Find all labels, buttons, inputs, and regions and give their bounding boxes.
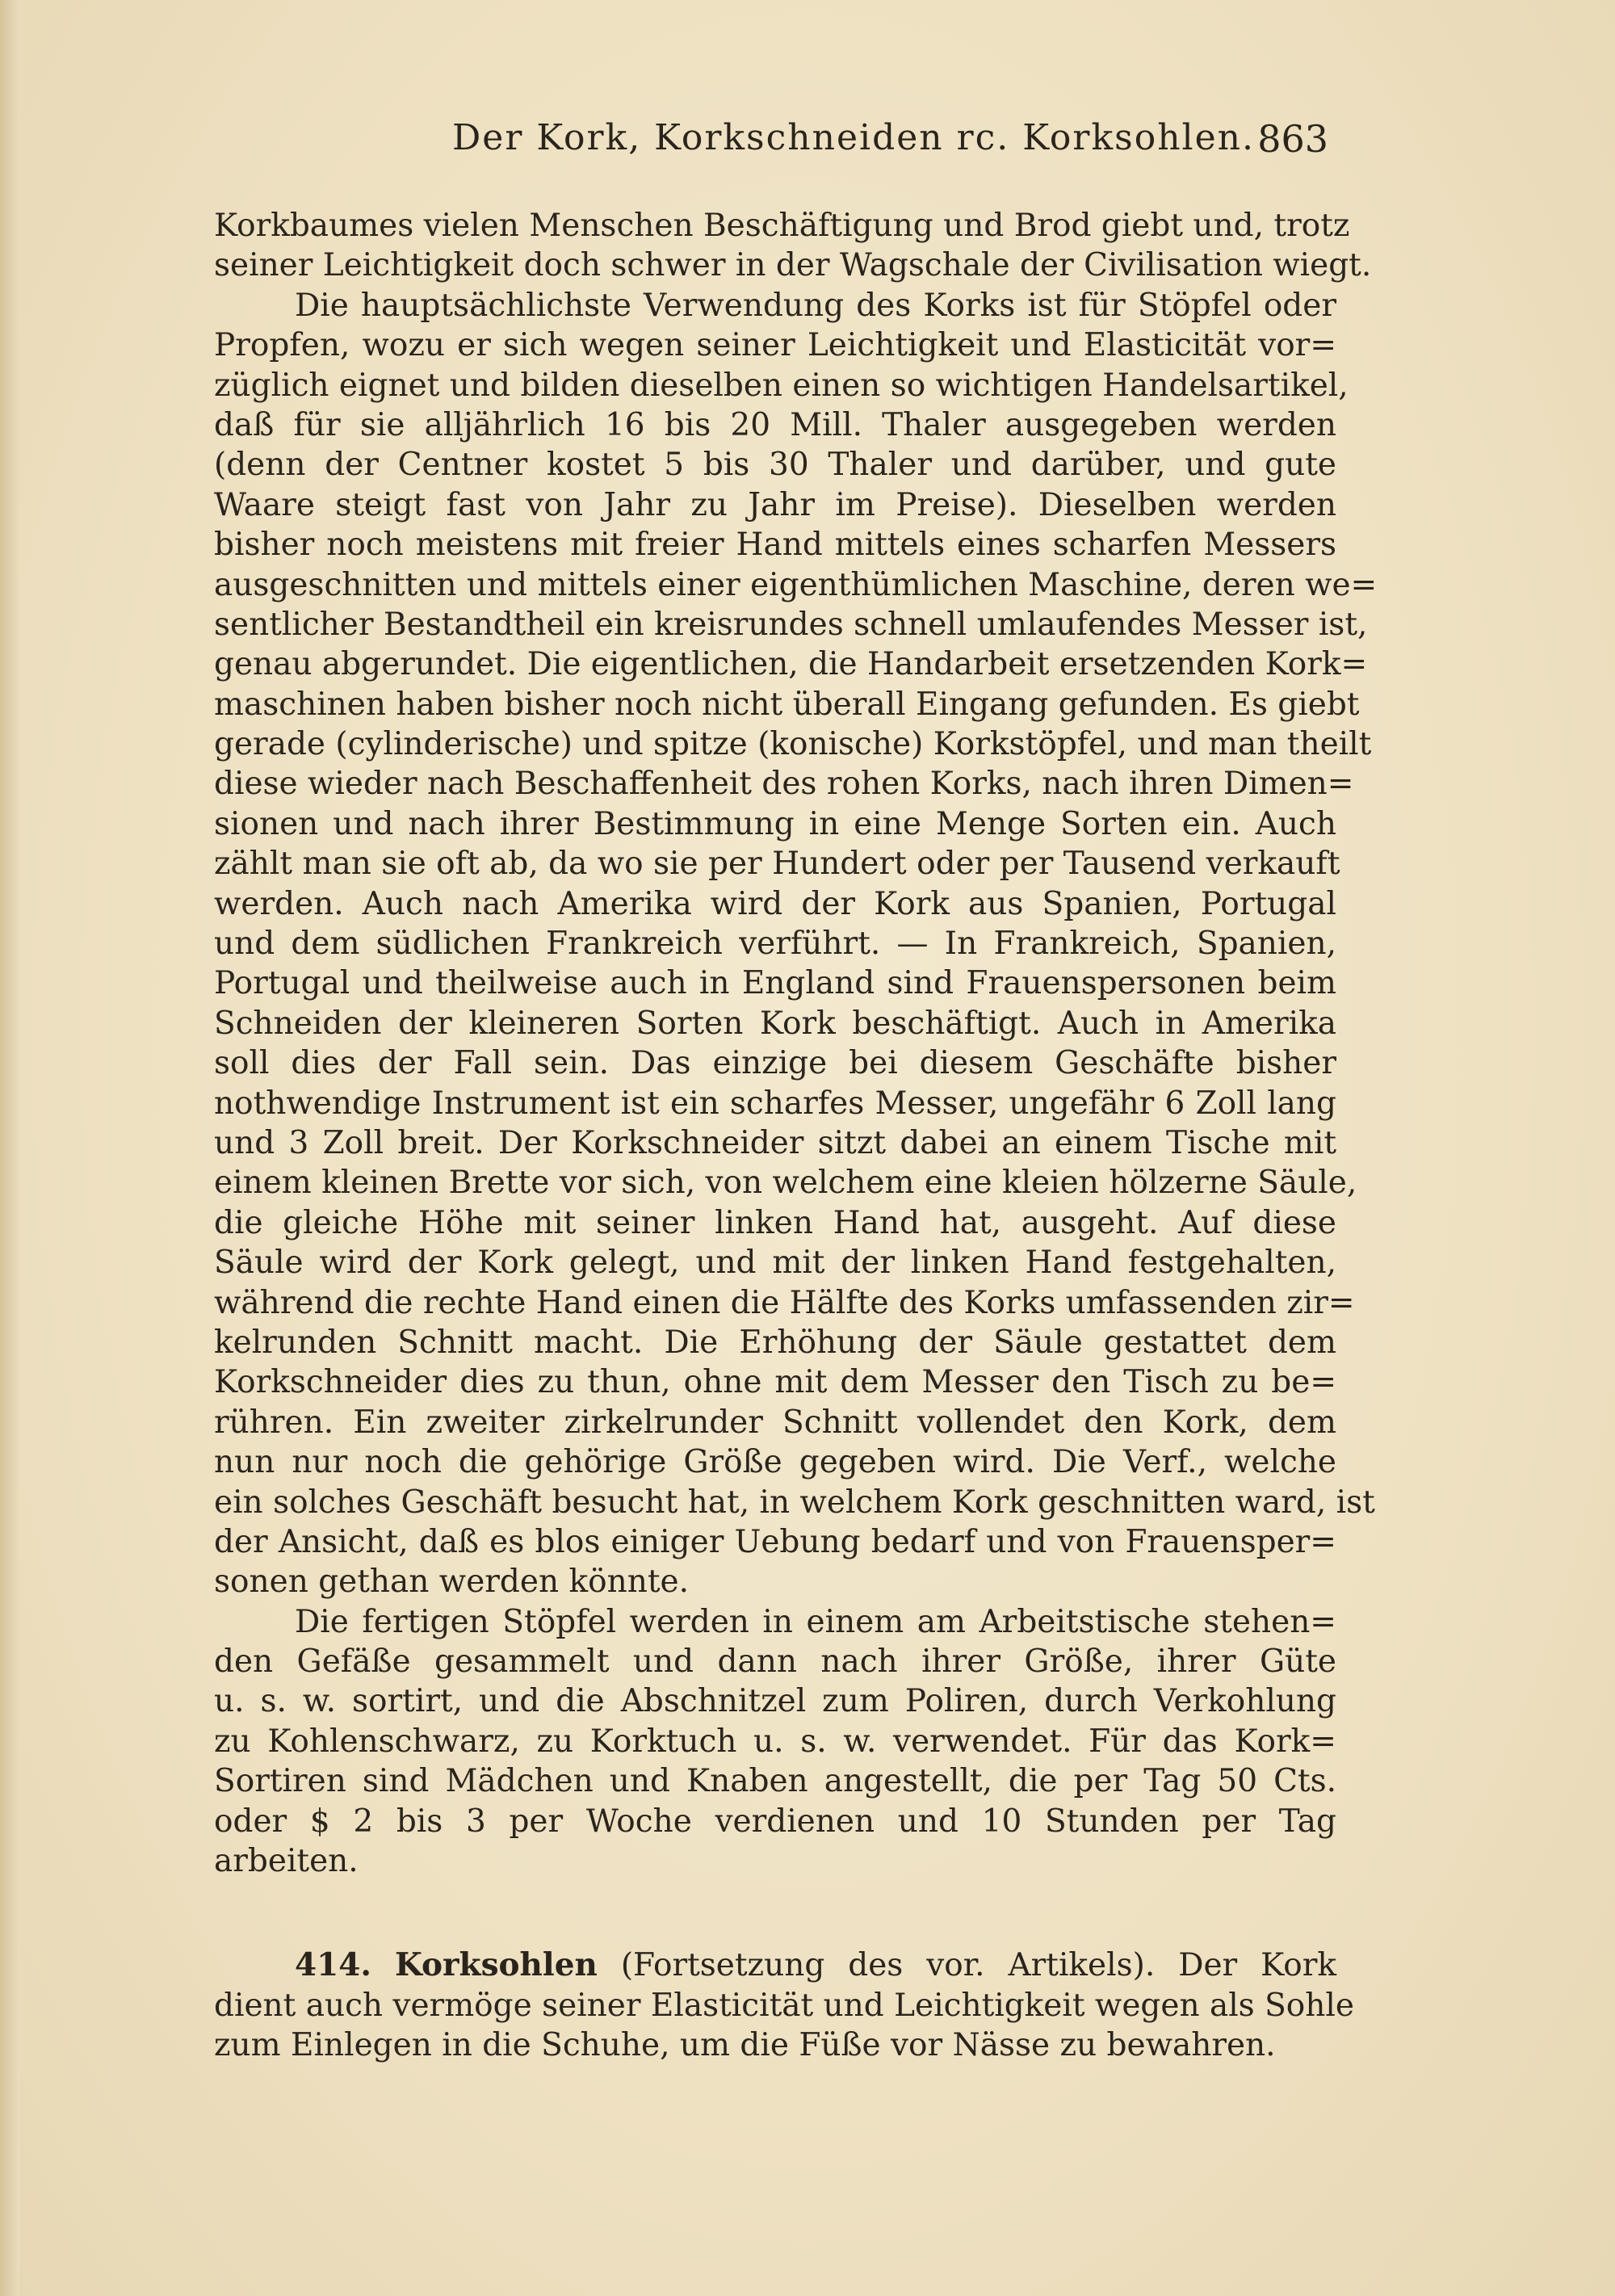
text-line: (denn der Centner kostet 5 bis 30 Thaler und darüber, und gute	[214, 447, 1336, 484]
text-line: und 3 Zoll breit. Der Korkschneider sitzt dabei an einem Tische mit	[214, 1124, 1336, 1161]
text-line: zu Kohlenschwarz, zu Korktuch u. s. w. verwendet. Für das Kork=	[214, 1723, 1336, 1760]
paragraph-sorting	[214, 1602, 1336, 1882]
section-title: Korksohlen	[394, 1946, 598, 1984]
section-first-line-text: (Fortsetzung des vor. Artikels). Der Kork	[620, 1947, 1336, 1984]
text-line: bisher noch meistens mit freier Hand mittels eines scharfen Messers	[214, 527, 1336, 564]
text-line: sonen gethan werden könnte.	[214, 1564, 689, 1601]
text-line: rühren. Ein zweiter zirkelrunder Schnitt vollendet den Kork, dem	[214, 1404, 1336, 1441]
section-gap	[214, 1881, 1336, 1946]
text-line: u. s. w. sortirt, und die Abschnitzel zum Poliren, durch Verkohlung	[214, 1683, 1336, 1720]
text-line: Sortiren sind Mädchen und Knaben angestellt, die per Tag 50 Cts.	[214, 1763, 1336, 1800]
text-line: zählt man sie oft ab, da wo sie per Hundert oder per Tausend verkauft	[214, 846, 1340, 883]
paragraph-usage	[214, 286, 1378, 1602]
text-line: Die hauptsächlichste Verwendung des Korks ist für Stöpfel oder	[295, 287, 1336, 324]
section-number: 414.	[295, 1946, 371, 1984]
text-line: arbeiten.	[214, 1843, 359, 1880]
text-line: und dem südlichen Frankreich verführt. — In Frankreich, Spanien,	[214, 926, 1336, 963]
text-line: kelrunden Schnitt macht. Die Erhöhung der Säule gestattet dem	[214, 1324, 1336, 1361]
text-line: nothwendige Instrument ist ein scharfes Messer, ungefähr 6 Zoll lang	[214, 1085, 1336, 1122]
text-line: werden. Auch nach Amerika wird der Kork aus Spanien, Portugal	[214, 885, 1336, 922]
text-line: ausgeschnitten und mittels einer eigenthümlichen Maschine, deren we=	[214, 566, 1378, 603]
body-text	[214, 206, 1378, 2066]
section-heading-line	[214, 1946, 1336, 1985]
text-line: Die fertigen Stöpfel werden in einem am Arbeitstische stehen=	[295, 1603, 1336, 1640]
text-line: während die rechte Hand einen die Hälfte des Korks umfassenden zir=	[214, 1284, 1355, 1321]
text-line: den Gefäße gesammelt und dann nach ihrer Größe, ihrer Güte	[214, 1643, 1336, 1681]
paragraph-continuation	[214, 206, 1372, 286]
text-line: maschinen haben bisher noch nicht überall Eingang gefunden. Es giebt	[214, 686, 1360, 723]
text-line: sentlicher Bestandtheil ein kreisrundes schnell umlaufendes Messer ist,	[214, 606, 1368, 643]
text-line: zum Einlegen in die Schuhe, um die Füße vor Nässe zu bewahren.	[214, 2027, 1276, 2064]
text-line: soll dies der Fall sein. Das einzige bei diesem Geschäfte bisher	[214, 1045, 1336, 1082]
text-line: die gleiche Höhe mit seiner linken Hand hat, ausgeht. Auf diese	[214, 1204, 1336, 1241]
text-line: gerade (cylinderische) und spitze (konische) Korkstöpfel, und man theilt	[214, 726, 1372, 763]
text-line: züglich eignet und bilden dieselben einen so wichtigen Handelsartikel,	[214, 367, 1349, 404]
text-line: Schneiden der kleineren Sorten Kork beschäftigt. Auch in Amerika	[214, 1005, 1336, 1042]
text-line: oder $ 2 bis 3 per Woche verdienen und 10 Stunden per Tag	[214, 1803, 1336, 1840]
section-414	[214, 1946, 1354, 2065]
text-line: Säule wird der Kork gelegt, und mit der linken Hand festgehalten,	[214, 1245, 1336, 1282]
text-line: nun nur noch die gehörige Größe gegeben wird. Die Verf., welche	[214, 1444, 1336, 1481]
text-line: der Ansicht, daß es blos einiger Uebung bedarf und von Frauensper=	[214, 1523, 1336, 1560]
text-line: seiner Leichtigkeit doch schwer in der Wagschale der Civilisation wiegt.	[214, 247, 1372, 284]
text-line: Korkbaumes vielen Menschen Beschäftigung und Brod giebt und, trotz	[214, 208, 1350, 244]
text-line: Korkschneider dies zu thun, ohne mit dem Messer den Tisch zu be=	[214, 1364, 1336, 1401]
text-line: Portugal und theilweise auch in England sind Frauenspersonen beim	[214, 965, 1336, 1002]
text-line: Propfen, wozu er sich wegen seiner Leichtigkeit und Elasticität vor=	[214, 327, 1336, 364]
text-line: dient auch vermöge seiner Elasticität und Leichtigkeit wegen als Sohle	[214, 1987, 1354, 2024]
text-line: sionen und nach ihrer Bestimmung in eine Menge Sorten ein. Auch	[214, 805, 1336, 842]
page-number: 863	[1257, 117, 1328, 161]
text-line: daß für sie alljährlich 16 bis 20 Mill. Thaler ausgegeben werden	[214, 406, 1336, 443]
page-spine-shadow	[0, 0, 19, 2296]
text-line: Waare steigt fast von Jahr zu Jahr im Preise). Dieselben werden	[214, 486, 1336, 523]
text-line: genau abgerundet. Die eigentlichen, die Handarbeit ersetzenden Kork=	[214, 646, 1368, 683]
text-line: ein solches Geschäft besucht hat, in welchem Kork geschnitten ward, ist	[214, 1484, 1375, 1521]
page-header	[452, 117, 1328, 166]
text-line: diese wieder nach Beschaffenheit des rohen Korks, nach ihren Dimen=	[214, 766, 1354, 803]
text-line: einem kleinen Brette vor sich, von welchem eine kleien hölzerne Säule,	[214, 1165, 1357, 1202]
running-head: Der Kork, Korkschneiden rc. Korksohlen.	[452, 117, 1255, 158]
